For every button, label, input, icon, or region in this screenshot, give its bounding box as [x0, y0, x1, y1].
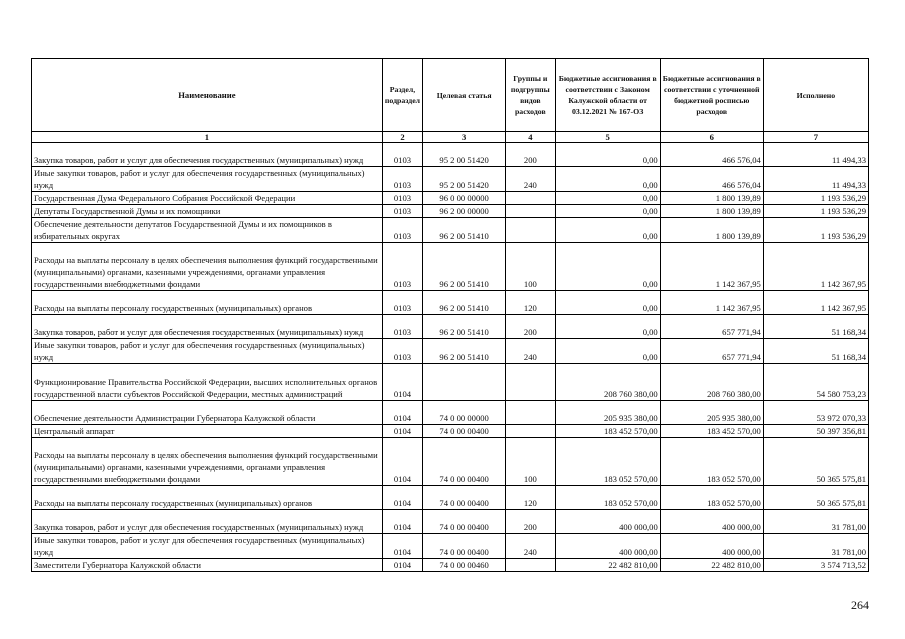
row-target: 96 2 00 00000 [423, 205, 506, 218]
row-budget-law: 0,00 [555, 243, 660, 291]
row-section: 0103 [382, 315, 422, 339]
row-target: 95 2 00 51420 [423, 143, 506, 167]
row-budget-refined: 1 142 367,95 [660, 243, 763, 291]
row-name: Закупка товаров, работ и услуг для обеспечения государственных (муниципальных) нужд [32, 143, 383, 167]
row-name: Расходы на выплаты персоналу в целях обеспечения выполнения функций государственными (муниципальными) органами, казенными учреждениями, органами управления государственными внебюджетными фондами [32, 243, 383, 291]
row-budget-law: 400 000,00 [555, 510, 660, 534]
row-target: 96 0 00 00000 [423, 192, 506, 205]
row-executed: 11 494,33 [763, 143, 868, 167]
row-target: 74 0 00 00400 [423, 438, 506, 486]
row-budget-law: 0,00 [555, 315, 660, 339]
table-body [32, 143, 869, 572]
row-executed: 3 574 713,52 [763, 559, 868, 572]
row-section: 0104 [382, 510, 422, 534]
row-target: 96 2 00 51410 [423, 218, 506, 243]
row-executed: 11 494,33 [763, 167, 868, 192]
row-executed: 31 781,00 [763, 534, 868, 559]
row-executed: 50 397 356,81 [763, 425, 868, 438]
row-executed: 51 168,34 [763, 339, 868, 364]
row-type [506, 205, 556, 218]
row-type [506, 401, 556, 425]
budget-table-sheet [31, 58, 869, 572]
table-row [32, 534, 869, 559]
header-executed: Исполнено [763, 59, 868, 132]
table-row [32, 425, 869, 438]
row-target: 74 0 00 00400 [423, 534, 506, 559]
row-budget-law: 208 760 380,00 [555, 364, 660, 401]
row-budget-law: 0,00 [555, 339, 660, 364]
row-name: Иные закупки товаров, работ и услуг для обеспечения государственных (муниципальных) нужд [32, 167, 383, 192]
row-budget-law: 0,00 [555, 205, 660, 218]
row-budget-refined: 22 482 810,00 [660, 559, 763, 572]
table-row [32, 192, 869, 205]
row-budget-law: 0,00 [555, 218, 660, 243]
row-budget-refined: 400 000,00 [660, 510, 763, 534]
header-section: Раздел, подраздел [382, 59, 422, 132]
row-budget-refined: 183 452 570,00 [660, 425, 763, 438]
row-budget-law: 205 935 380,00 [555, 401, 660, 425]
col-number: 2 [382, 132, 422, 143]
row-type: 240 [506, 534, 556, 559]
row-target: 74 0 00 00460 [423, 559, 506, 572]
row-name: Закупка товаров, работ и услуг для обеспечения государственных (муниципальных) нужд [32, 315, 383, 339]
row-target: 74 0 00 00400 [423, 425, 506, 438]
row-name: Расходы на выплаты персоналу государственных (муниципальных) органов [32, 291, 383, 315]
row-target [423, 364, 506, 401]
row-budget-law: 0,00 [555, 192, 660, 205]
row-type [506, 364, 556, 401]
table-row [32, 401, 869, 425]
row-target: 96 2 00 51410 [423, 315, 506, 339]
row-budget-law: 22 482 810,00 [555, 559, 660, 572]
row-type: 120 [506, 486, 556, 510]
row-budget-law: 0,00 [555, 167, 660, 192]
col-number: 7 [763, 132, 868, 143]
row-budget-refined: 466 576,04 [660, 167, 763, 192]
row-target: 95 2 00 51420 [423, 167, 506, 192]
row-budget-law: 183 452 570,00 [555, 425, 660, 438]
row-budget-refined: 466 576,04 [660, 143, 763, 167]
row-target: 74 0 00 00000 [423, 401, 506, 425]
row-section: 0103 [382, 339, 422, 364]
row-type: 100 [506, 438, 556, 486]
row-section: 0104 [382, 486, 422, 510]
col-number: 6 [660, 132, 763, 143]
row-section: 0104 [382, 401, 422, 425]
header-budget-law: Бюджетные ассигнования в соответствии с Законом Калужской области от 03.12.2021 № 167-ОЗ [555, 59, 660, 132]
row-section: 0104 [382, 559, 422, 572]
row-budget-refined: 1 800 139,89 [660, 205, 763, 218]
row-executed: 54 580 753,23 [763, 364, 868, 401]
table-row [32, 315, 869, 339]
header-budget-refined: Бюджетные ассигнования в соответствии с уточненной бюджетной росписью расходов [660, 59, 763, 132]
table-row [32, 167, 869, 192]
row-budget-law: 400 000,00 [555, 534, 660, 559]
row-section: 0104 [382, 425, 422, 438]
row-target: 74 0 00 00400 [423, 486, 506, 510]
row-name: Иные закупки товаров, работ и услуг для обеспечения государственных (муниципальных) нужд [32, 534, 383, 559]
row-budget-refined: 205 935 380,00 [660, 401, 763, 425]
table-row [32, 143, 869, 167]
row-target: 96 2 00 51410 [423, 243, 506, 291]
row-name: Государственная Дума Федерального Собрания Российской Федерации [32, 192, 383, 205]
row-type [506, 425, 556, 438]
row-budget-refined: 1 142 367,95 [660, 291, 763, 315]
row-executed: 1 193 536,29 [763, 205, 868, 218]
table-row [32, 339, 869, 364]
budget-table [31, 58, 869, 572]
row-type [506, 559, 556, 572]
row-name: Функционирование Правительства Российской Федерации, высших исполнительных органов государственной власти субъектов Российской Федерации, местных администраций [32, 364, 383, 401]
col-number: 5 [555, 132, 660, 143]
row-name: Закупка товаров, работ и услуг для обеспечения государственных (муниципальных) нужд [32, 510, 383, 534]
row-name: Обеспечение деятельности депутатов Государственной Думы и их помощников в избирательных округах [32, 218, 383, 243]
row-section: 0104 [382, 534, 422, 559]
row-executed: 31 781,00 [763, 510, 868, 534]
row-target: 96 2 00 51410 [423, 291, 506, 315]
header-target: Целевая статья [423, 59, 506, 132]
row-budget-refined: 183 052 570,00 [660, 486, 763, 510]
row-budget-law: 0,00 [555, 291, 660, 315]
row-executed: 1 142 367,95 [763, 243, 868, 291]
row-target: 96 2 00 51410 [423, 339, 506, 364]
row-executed: 53 972 070,33 [763, 401, 868, 425]
table-row [32, 205, 869, 218]
column-number-row [32, 132, 869, 143]
row-name: Иные закупки товаров, работ и услуг для обеспечения государственных (муниципальных) нужд [32, 339, 383, 364]
row-type: 240 [506, 167, 556, 192]
row-budget-refined: 183 052 570,00 [660, 438, 763, 486]
row-type [506, 218, 556, 243]
row-target: 74 0 00 00400 [423, 510, 506, 534]
row-budget-law: 183 052 570,00 [555, 438, 660, 486]
row-budget-refined: 657 771,94 [660, 339, 763, 364]
row-executed: 1 193 536,29 [763, 218, 868, 243]
row-name: Расходы на выплаты персоналу в целях обеспечения выполнения функций государственными (муниципальными) органами, казенными учреждениями, органами управления государственными внебюджетными фондами [32, 438, 383, 486]
col-number: 1 [32, 132, 383, 143]
table-row [32, 486, 869, 510]
row-executed: 1 142 367,95 [763, 291, 868, 315]
table-row [32, 218, 869, 243]
table-row [32, 364, 869, 401]
row-type: 120 [506, 291, 556, 315]
row-section: 0103 [382, 291, 422, 315]
table-row [32, 559, 869, 572]
table-row [32, 243, 869, 291]
row-name: Обеспечение деятельности Администрации Губернатора Калужской области [32, 401, 383, 425]
row-section: 0104 [382, 364, 422, 401]
row-type: 100 [506, 243, 556, 291]
col-number: 4 [506, 132, 556, 143]
row-executed: 50 365 575,81 [763, 486, 868, 510]
row-budget-refined: 400 000,00 [660, 534, 763, 559]
row-section: 0103 [382, 167, 422, 192]
row-executed: 1 193 536,29 [763, 192, 868, 205]
row-budget-law: 0,00 [555, 143, 660, 167]
row-name: Заместители Губернатора Калужской области [32, 559, 383, 572]
row-section: 0103 [382, 143, 422, 167]
col-number: 3 [423, 132, 506, 143]
row-type [506, 192, 556, 205]
table-row [32, 291, 869, 315]
row-budget-refined: 1 800 139,89 [660, 192, 763, 205]
row-executed: 50 365 575,81 [763, 438, 868, 486]
header-groups: Группы и подгруппы видов расходов [506, 59, 556, 132]
row-name: Расходы на выплаты персоналу государственных (муниципальных) органов [32, 486, 383, 510]
row-type: 200 [506, 510, 556, 534]
row-name: Центральный аппарат [32, 425, 383, 438]
row-type: 240 [506, 339, 556, 364]
page-number: 264 [851, 598, 869, 612]
row-budget-refined: 208 760 380,00 [660, 364, 763, 401]
row-name: Депутаты Государственной Думы и их помощники [32, 205, 383, 218]
row-budget-law: 183 052 570,00 [555, 486, 660, 510]
row-executed: 51 168,34 [763, 315, 868, 339]
row-section: 0103 [382, 218, 422, 243]
row-type: 200 [506, 315, 556, 339]
row-section: 0104 [382, 438, 422, 486]
row-budget-refined: 657 771,94 [660, 315, 763, 339]
row-type: 200 [506, 143, 556, 167]
row-section: 0103 [382, 192, 422, 205]
table-row [32, 438, 869, 486]
row-budget-refined: 1 800 139,89 [660, 218, 763, 243]
header-name: Наименование [32, 59, 383, 132]
row-section: 0103 [382, 205, 422, 218]
table-row [32, 510, 869, 534]
row-section: 0103 [382, 243, 422, 291]
header-row [32, 59, 869, 132]
